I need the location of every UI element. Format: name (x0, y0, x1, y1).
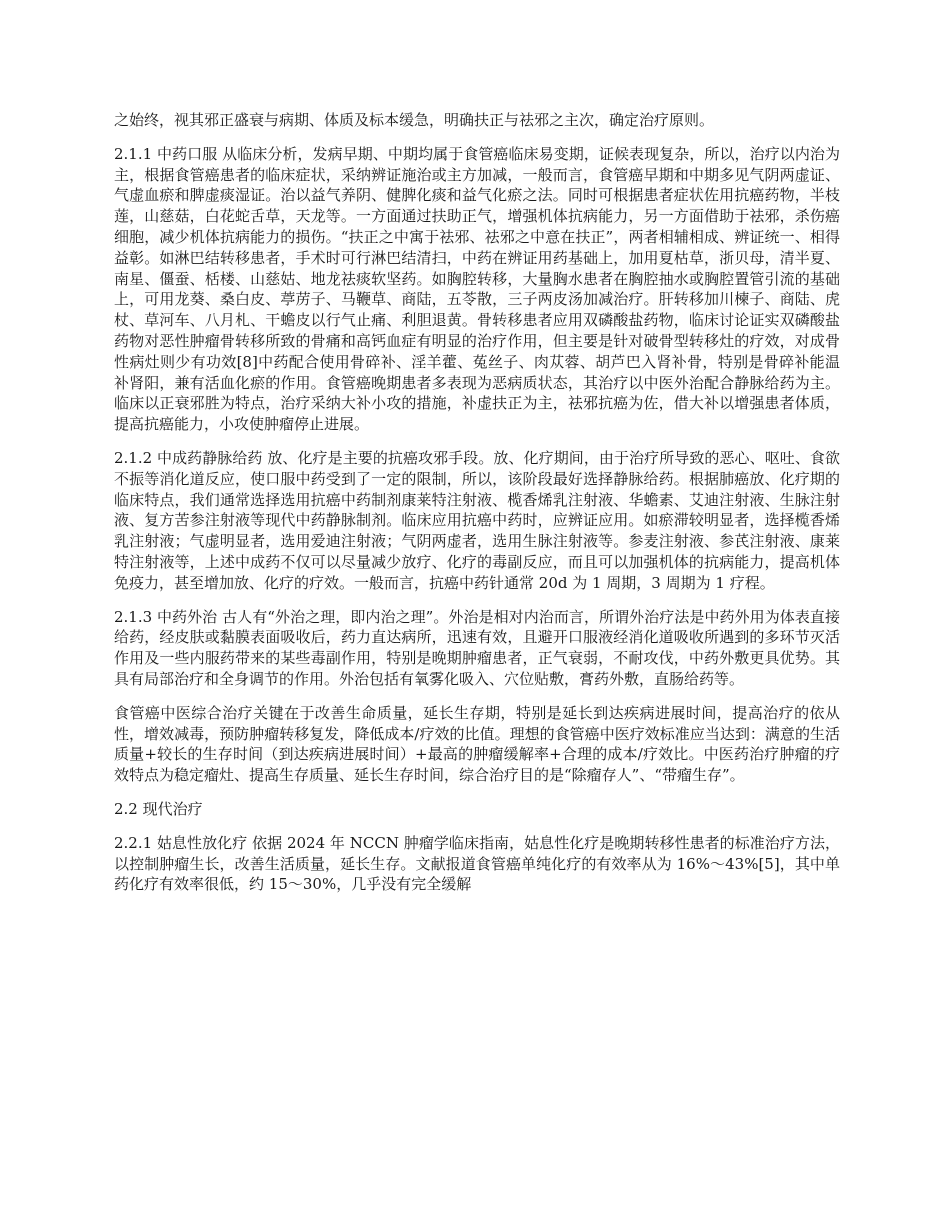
paragraph-continuation: 之始终，视其邪正盛衰与病期、体质及标本缓急，明确扶正与祛邪之主次，确定治疗原则。 (114, 111, 715, 129)
document-page (114, 110, 840, 908)
paragraph-iv-tcm: 2.1.2 中成药静脉给药 放、化疗是主要的抗癌攻邪手段。放、化疗期间，由于治疗所导致的恶心、呕吐、食欲不振等消化道反应，使口服中药受到了一定的限制，所以，该阶段最好选择静脉给药。根据肺癌放、化疗期的临床特点，我们通常选择选用抗癌中药制剂康莱特注射液、榄香烯乳注射液、华蟾素、艾迪注射液、生脉注射液、复方苦参注射液等现代中药静脉制剂。临床应用抗癌中药时，应辨证应用。如瘀滞较明显者，选择榄香烯乳注射液；气虚明显者，选用爱迪注射液；气阴两虚者，选用生脉注射液等。参麦注射液、参芪注射液、康莱特注射液等，上述中成药不仅可以尽量减少放疗、化疗的毒副反应，而且可以加强机体的抗病能力，提高机体免疫力，甚至增加放、化疗的疗效。一般而言，抗癌中药针通常 20d 为 1 周期，3 周期为 1 疗程。 (114, 448, 840, 592)
paragraph-oral-tcm: 2.1.1 中药口服 从临床分析，发病早期、中期均属于食管癌临床易变期，证候表现复杂，所以，治疗以内治为主，根据食管癌患者的临床症状，采纳辨证施治或主方加减，一般而言，食管癌早期和中期多见气阴两虚证、气虚血瘀和脾虚痰湿证。治以益气养阴、健脾化痰和益气化瘀之法。同时可根据患者症状佐用抗癌药物，半枝莲，山慈菇，白花蛇舌草，天龙等。一方面通过扶助正气，增强机体抗病能力，另一方面借助于祛邪，杀伤癌细胞，减少机体抗病能力的损伤。“扶正之中寓于祛邪、祛邪之中意在扶正”，两者相辅相成、辨证统一、相得益彰。如淋巴结转移患者，手术时可行淋巴结清扫，中药在辨证用药基础上，加用夏枯草，浙贝母，清半夏、南星、僵蚕、栝楼、山慈姑、地龙祛痰软坚药。如胸腔转移，大量胸水患者在胸腔抽水或胸腔置管引流的基础上，可用龙葵、桑白皮、葶苈子、马鞭草、商陆，五苓散，三子两皮汤加减治疗。肝转移加川楝子、商陆、虎杖、草河车、八月札、干蟾皮以行气止痛、利胆退黄。骨转移患者应用双磷酸盐药物，临床讨论证实双磷酸盐药物对恶性肿瘤骨转移所致的骨痛和高钙血症有明显的治疗作用，但主要是针对破骨型转移灶的疗效，对成骨性病灶则少有功效[8]中药配合使用骨碎补、淫羊藿、菟丝子、肉苁蓉、胡芦巴入肾补骨，特别是骨碎补能温补肾阳，兼有活血化瘀的作用。食管癌晚期患者多表现为恶病质状态，其治疗以中医外治配合静脉给药为主。临床以正衰邪胜为特点，治疗采纳大补小攻的措施，补虚扶正为主，祛邪抗癌为佐，借大补以增强患者体质，提高抗癌能力，小攻使肿瘤停止进展。 (114, 144, 840, 434)
paragraph-palliative-chemoradiotherapy: 2.2.1 姑息性放化疗 依据 2024 年 NCCN 肿瘤学临床指南，姑息性化疗是晚期转移性患者的标准治疗方法，以控制肿瘤生长，改善生活质量，延长生存。文献报道食管癌单纯化疗的有效率从为 16%～43%[5]，其中单药化疗有效率很低，约 15～30%，几乎没有完全缓解 (114, 833, 840, 894)
paragraph-comprehensive-treatment: 食管癌中医综合治疗关键在于改善生命质量，延长生存期，特别是延长到达疾病进展时间，提高治疗的依从性，增效减毒，预防肿瘤转移复发，降低成本/疗效的比值。理想的食管癌中医疗效标准应当达到：满意的生活质量+较长的生存时间（到达疾病进展时间）+最高的肿瘤缓解率+合理的成本/疗效比。中医药治疗肿瘤的疗效特点为稳定瘤灶、提高生存质量、延长生存时间，综合治疗目的是“除瘤存人”、“带瘤生存”。 (114, 703, 840, 785)
section-heading-modern-treatment: 2.2 现代治疗 (114, 799, 203, 818)
paragraph-external-tcm: 2.1.3 中药外治 古人有“外治之理，即内治之理”。外治是相对内治而言，所谓外治疗法是中药外用为体表直接给药，经皮肤或黏膜表面吸收后，药力直达病所，迅速有效，且避开口服液经消化道吸收所遇到的多环节灭活作用及一些内服药带来的某些毒副作用，特别是晚期肿瘤患者，正气衰弱，不耐攻伐，中药外敷更具优势。其具有局部治疗和全身调节的作用。外治包括有氧雾化吸入、穴位贴敷，膏药外敷，直肠给药等。 (114, 607, 840, 688)
